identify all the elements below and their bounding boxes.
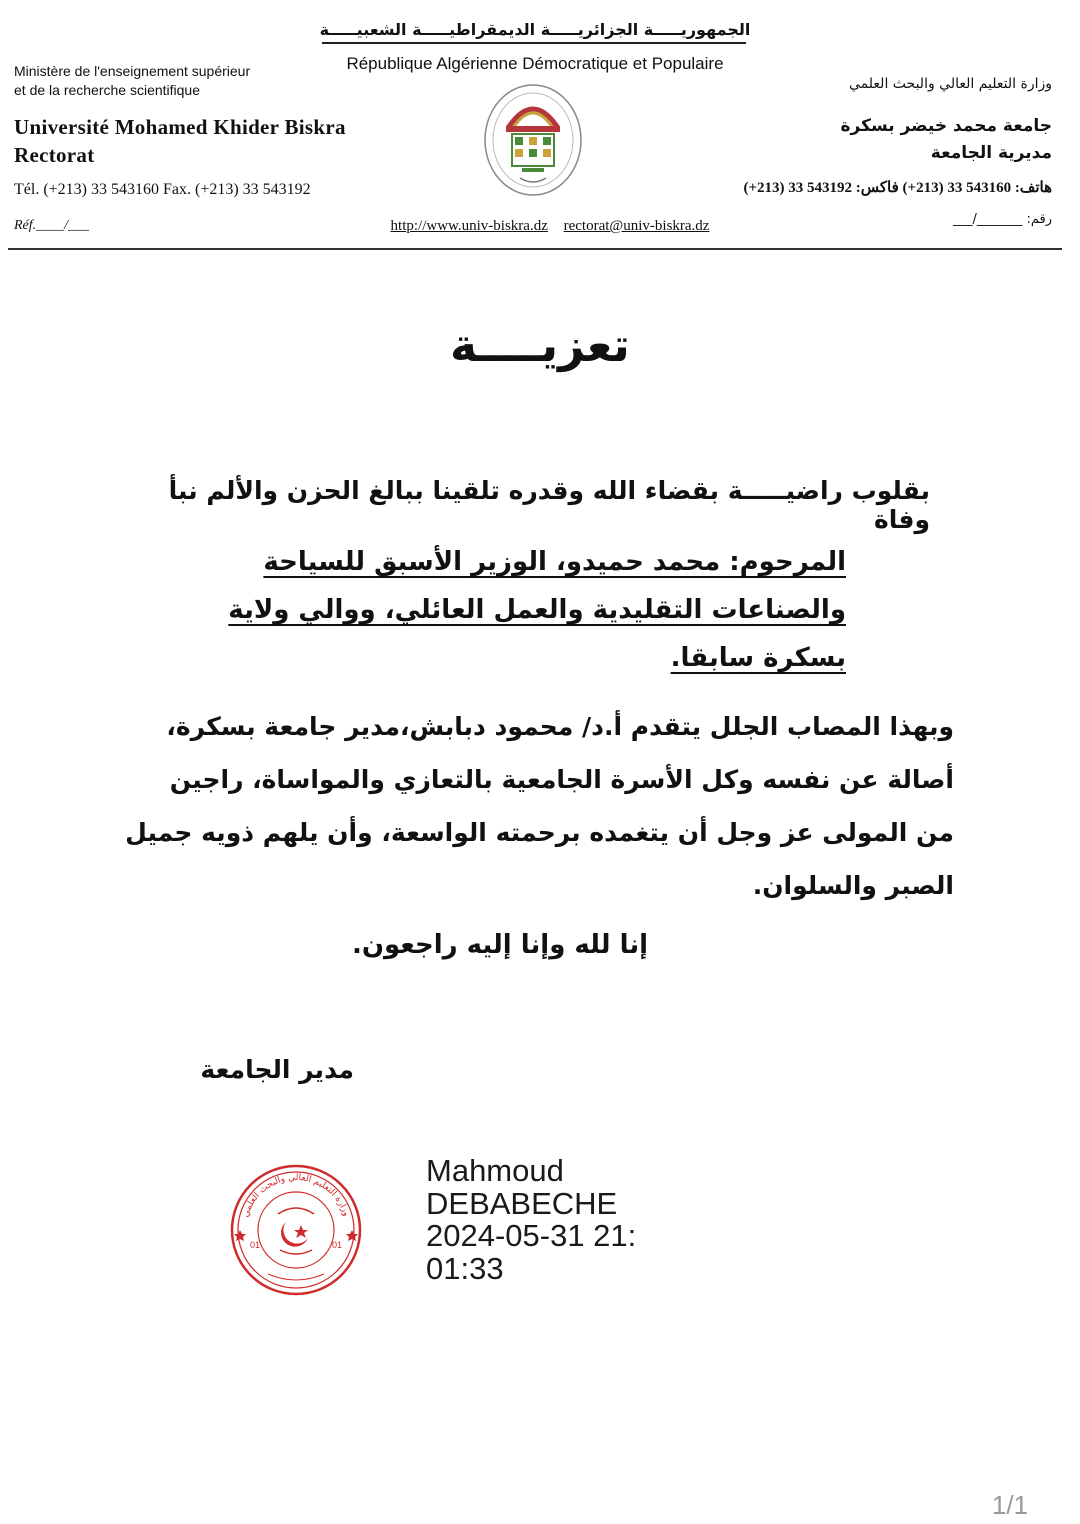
university-arabic [760,113,1052,167]
email-link[interactable]: rectorat@univ-biskra.dz [563,218,710,234]
svg-text:01: 01 [250,1240,261,1250]
svg-text:01: 01 [332,1240,343,1250]
paragraph-condolences: وبهذا المصاب الجلل يتقدم أ.د/ محمود دبابش،مدير جامعة بسكرة، أصالة عن نفسه وكل الأسرة الجامعية بالتعازي والمواساة، راجين من المولى عز وجل أن يتغمده برحمته الواسعة، وأن يلهم ذويه جميل الصبر والسلوان. [125,712,954,900]
paragraph-opening: بقلوب راضيـــــة بقضاء الله وقدره تلقينا ببالغ الحزن والألم نبأ وفاة [168,476,930,534]
reference-french: Réf.____/___ [14,218,90,233]
ministry-french [14,62,314,100]
republic-underline [322,42,746,44]
signer-last-name: DEBABECHE [426,1185,618,1221]
official-stamp-icon [228,1162,364,1298]
reference-arabic: رقم: _______/___ [952,212,1052,227]
phone-fax-arabic: هاتف: 543160 33 (213+) فاكس: 543192 33 (213+) [743,180,1052,196]
rectorat-french: Rectorat [14,143,95,167]
ministry-arabic: وزارة التعليم العالي والبحث العلمي [849,76,1052,92]
university-name-french: Université Mohamed Khider Biskra [14,115,346,139]
phone-fax-french: Tél. (+213) 33 543160 Fax. (+213) 33 543192 [14,181,311,198]
signature-time: 01:33 [426,1250,504,1286]
signer-first-name: Mahmoud [426,1153,564,1188]
paragraph-prayer: إنا لله وإنا إليه راجعون. [351,930,649,960]
university-logo-icon [482,82,584,198]
page-indicator: 1/1 [991,1490,1029,1520]
digital-signature [426,1155,686,1285]
signature-date: 2024-05-31 21: [426,1218,637,1253]
letter-title: تعزيــــة [450,318,630,372]
paragraph-deceased [150,538,846,682]
contact-links [300,218,800,235]
svg-text:وزارة التعليم العالي والبحث ال: وزارة التعليم العالي والبحث العلمي [240,1172,351,1219]
rectorat-arabic: مديرية الجامعة [930,143,1052,163]
header-divider [8,248,1062,250]
republic-name-arabic: الجمهوريـــــة الجزائريـــــة الديمقراطيـــــة الشعبيـــــة [319,20,751,39]
signature-title: مدير الجامعة [200,1055,354,1084]
university-french [14,113,444,169]
ministry-french-line2: et de la recherche scientifique [14,82,200,98]
republic-name-french: République Algérienne Démocratique et Populaire [346,54,724,73]
ministry-french-line1: Ministère de l'enseignement supérieur [14,63,251,79]
university-name-arabic: جامعة محمد خيضر بسكرة [840,116,1052,136]
paragraph-deceased-text: المرحوم: محمد حميدو، الوزير الأسبق للسياحة والصناعات التقليدية والعمل العائلي، ووالي ولاية بسكرة سابقا. [228,547,846,673]
website-link[interactable]: http://www.univ-biskra.dz [390,218,548,234]
